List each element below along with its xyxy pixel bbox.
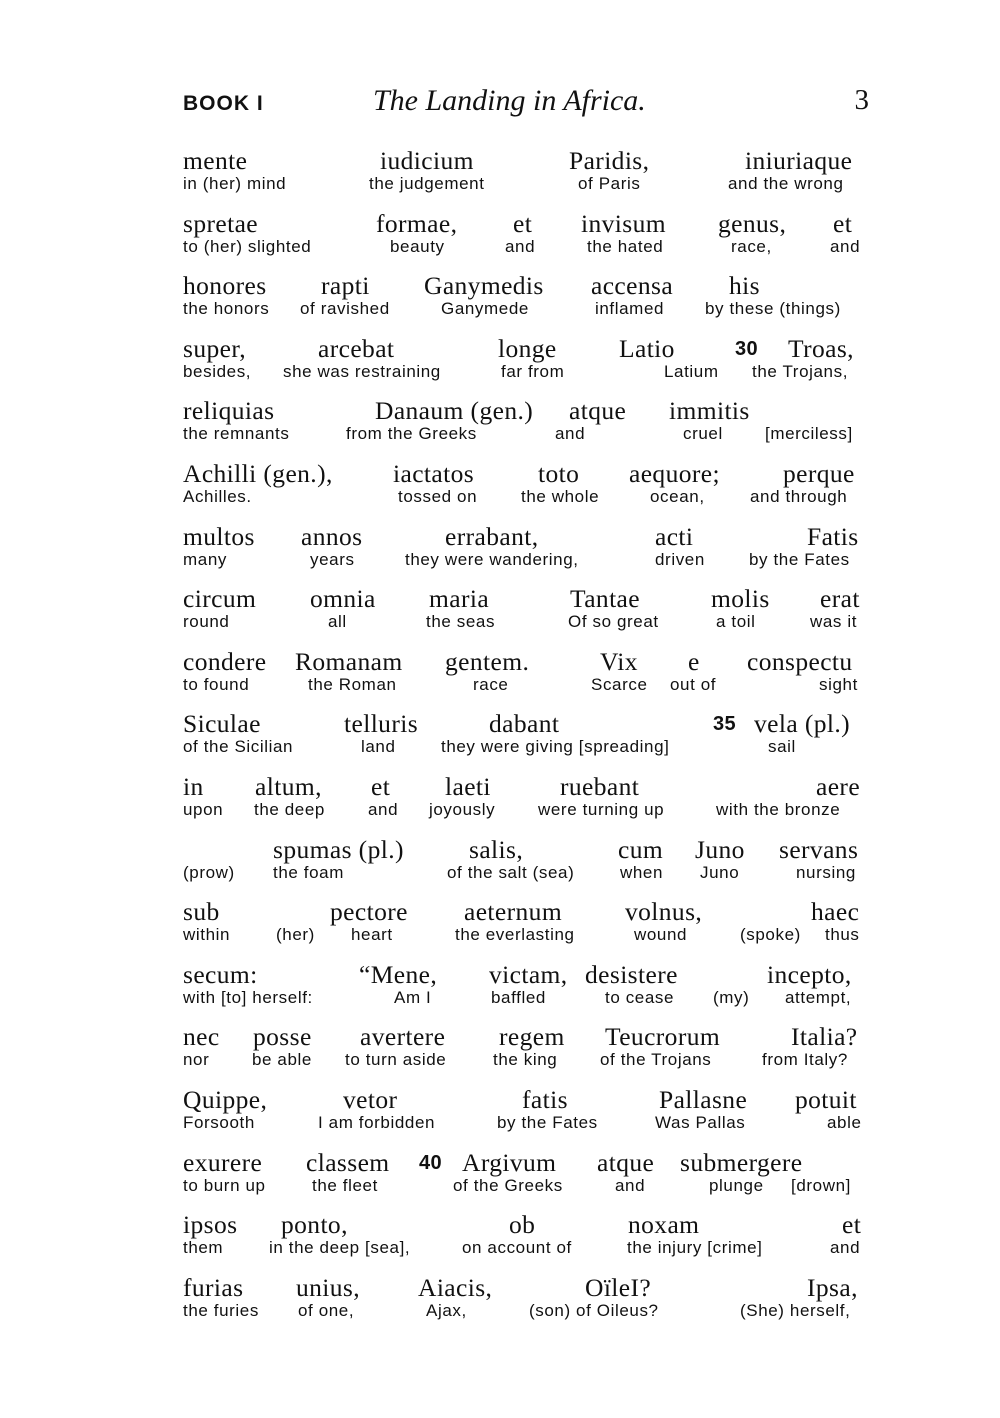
english-gloss: Latium <box>664 361 719 381</box>
english-gloss: Am I <box>394 987 432 1007</box>
latin-word: erat <box>820 584 860 614</box>
latin-line <box>183 897 869 927</box>
english-gloss-line <box>183 800 869 822</box>
english-gloss: able <box>827 1112 862 1132</box>
latin-word: et <box>842 1210 862 1240</box>
latin-word: furias <box>183 1272 244 1302</box>
english-gloss: to turn aside <box>345 1050 447 1070</box>
latin-word: Teucrorum <box>605 1022 721 1052</box>
interlinear-text <box>183 146 869 1335</box>
english-gloss: the remnants <box>183 424 290 444</box>
interlinear-line <box>183 1022 869 1085</box>
english-gloss: cruel <box>683 424 723 444</box>
english-gloss: and <box>830 236 861 256</box>
english-gloss: of the Sicilian <box>183 737 294 757</box>
latin-word: cum <box>618 834 664 864</box>
english-gloss: the everlasting <box>455 925 575 945</box>
english-gloss-line <box>183 174 869 196</box>
latin-word: fatis <box>522 1084 568 1114</box>
english-gloss-line <box>183 1238 869 1260</box>
latin-word: et <box>513 208 533 238</box>
page-number: 3 <box>854 84 869 116</box>
latin-word: noxam <box>628 1210 700 1240</box>
latin-word: super, <box>183 333 246 363</box>
latin-word: Argivum <box>462 1147 557 1177</box>
english-gloss: attempt, <box>785 987 852 1007</box>
english-gloss: when <box>620 862 664 882</box>
latin-line <box>183 522 869 552</box>
book-label: BOOK I <box>183 92 264 115</box>
english-gloss-line <box>183 863 869 885</box>
interlinear-line <box>183 897 869 960</box>
latin-word: formae, <box>376 208 458 238</box>
latin-word: spumas (pl.) <box>273 834 404 864</box>
english-gloss: she was restraining <box>283 361 441 381</box>
english-gloss: (her) <box>276 925 315 945</box>
english-gloss: from Italy? <box>762 1050 848 1070</box>
english-gloss: the Roman <box>308 674 397 694</box>
latin-word: honores <box>183 271 267 301</box>
latin-word: aequore; <box>629 458 720 488</box>
english-gloss: a toil <box>716 612 756 632</box>
latin-word: Italia? <box>791 1022 858 1052</box>
latin-word: circum <box>183 584 257 614</box>
english-gloss: (spoke) <box>740 925 801 945</box>
latin-line <box>183 709 869 739</box>
latin-word: perque <box>783 458 855 488</box>
latin-word: aeternum <box>464 897 563 927</box>
latin-word: “Mene, <box>359 959 438 989</box>
latin-word: atque <box>597 1147 655 1177</box>
english-gloss: (son) of Oileus? <box>529 1300 659 1320</box>
english-gloss-line <box>183 550 869 572</box>
latin-line <box>183 396 869 426</box>
english-gloss: (She) herself, <box>740 1300 851 1320</box>
interlinear-line <box>183 835 869 898</box>
latin-word: condere <box>183 646 267 676</box>
verse-line-number: 30 <box>735 337 759 360</box>
english-gloss: within <box>183 925 231 945</box>
english-gloss: to burn up <box>183 1175 266 1195</box>
latin-word: Aiacis, <box>418 1272 493 1302</box>
latin-word: nec <box>183 1022 220 1052</box>
latin-line <box>183 647 869 677</box>
english-gloss: [drown] <box>791 1175 851 1195</box>
english-gloss: Ganymede <box>441 299 529 319</box>
latin-word: Romanam <box>295 646 403 676</box>
latin-word: victam, <box>489 959 568 989</box>
latin-word: Latio <box>619 333 675 363</box>
english-gloss: Ajax, <box>426 1300 467 1320</box>
latin-word: errabant, <box>445 521 539 551</box>
english-gloss: by the Fates <box>497 1112 598 1132</box>
latin-line <box>183 1022 869 1052</box>
latin-word: immitis <box>669 396 750 426</box>
latin-line <box>183 1085 869 1115</box>
english-gloss: plunge <box>709 1175 764 1195</box>
english-gloss: driven <box>655 549 705 569</box>
latin-word: submergere <box>680 1147 803 1177</box>
english-gloss-line <box>183 487 869 509</box>
english-gloss-line <box>183 1176 869 1198</box>
english-gloss: heart <box>351 925 393 945</box>
interlinear-line <box>183 459 869 522</box>
english-gloss: (prow) <box>183 862 235 882</box>
latin-word: accensa <box>591 271 674 301</box>
latin-word: ipsos <box>183 1210 238 1240</box>
english-gloss: (my) <box>713 987 750 1007</box>
english-gloss: of the salt (sea) <box>447 862 575 882</box>
latin-word: laeti <box>445 771 491 801</box>
latin-word: haec <box>811 897 860 927</box>
english-gloss: was it <box>810 612 858 632</box>
english-gloss: beauty <box>390 236 445 256</box>
english-gloss: and <box>505 236 536 256</box>
english-gloss: round <box>183 612 230 632</box>
interlinear-line <box>183 647 869 710</box>
latin-word: incepto, <box>767 959 852 989</box>
english-gloss: were turning up <box>538 799 665 819</box>
latin-line <box>183 584 869 614</box>
english-gloss: tossed on <box>398 486 478 506</box>
latin-word: et <box>833 208 853 238</box>
latin-word: salis, <box>469 834 524 864</box>
english-gloss-line <box>183 424 869 446</box>
english-gloss: in (her) mind <box>183 174 287 193</box>
english-gloss: of Paris <box>578 174 641 193</box>
verse-line-number: 40 <box>419 1151 443 1174</box>
latin-word: ob <box>509 1210 536 1240</box>
book-page <box>183 84 869 1320</box>
english-gloss: out of <box>670 674 717 694</box>
interlinear-line <box>183 522 869 585</box>
english-gloss: from the Greeks <box>346 424 477 444</box>
latin-word: Danaum (gen.) <box>375 396 534 426</box>
english-gloss: Forsooth <box>183 1112 255 1132</box>
english-gloss: Juno <box>700 862 740 882</box>
english-gloss: Scarce <box>591 674 648 694</box>
latin-word: vetor <box>343 1084 398 1114</box>
interlinear-line <box>183 1148 869 1211</box>
latin-word: OïleI? <box>585 1272 652 1302</box>
latin-word: iudicium <box>380 146 474 175</box>
interlinear-line <box>183 271 869 334</box>
latin-word: maria <box>429 584 490 614</box>
latin-word: e <box>688 646 700 676</box>
page-header <box>183 84 869 124</box>
english-gloss: nor <box>183 1050 210 1070</box>
latin-line <box>183 835 869 865</box>
latin-word: toto <box>538 458 580 488</box>
english-gloss: the deep <box>254 799 325 819</box>
latin-word: et <box>371 771 391 801</box>
latin-word: exurere <box>183 1147 263 1177</box>
english-gloss: the Trojans, <box>752 361 849 381</box>
english-gloss: race, <box>731 236 772 256</box>
english-gloss: of the Greeks <box>453 1175 563 1195</box>
english-gloss: inflamed <box>595 299 665 319</box>
interlinear-line <box>183 709 869 772</box>
english-gloss-line <box>183 362 869 384</box>
english-gloss: I am forbidden <box>318 1112 436 1132</box>
latin-word: Troas, <box>788 333 854 363</box>
latin-word: avertere <box>360 1022 446 1052</box>
latin-word: unius, <box>296 1272 361 1302</box>
latin-word: secum: <box>183 959 258 989</box>
latin-word: pectore <box>330 897 408 927</box>
english-gloss: and <box>830 1238 861 1258</box>
latin-word: vela (pl.) <box>754 709 851 739</box>
latin-word: acti <box>655 521 694 551</box>
latin-word: his <box>729 271 760 301</box>
english-gloss-line <box>183 237 869 259</box>
english-gloss: the furies <box>183 1300 259 1320</box>
latin-line <box>183 209 869 239</box>
latin-word: Fatis <box>807 521 859 551</box>
english-gloss: thus <box>825 925 860 945</box>
latin-word: altum, <box>255 771 322 801</box>
latin-word: longe <box>498 333 557 363</box>
english-gloss: by these (things) <box>705 299 841 319</box>
english-gloss-line <box>183 1301 869 1323</box>
latin-word: iactatos <box>393 458 475 488</box>
latin-word: desistere <box>585 959 678 989</box>
english-gloss-line <box>183 925 869 947</box>
english-gloss: and <box>555 424 586 444</box>
latin-word: arcebat <box>318 333 395 363</box>
latin-line <box>183 334 869 364</box>
english-gloss: to cease <box>605 987 675 1007</box>
english-gloss: the foam <box>273 862 344 882</box>
latin-word: genus, <box>718 208 787 238</box>
english-gloss: they were giving [spreading] <box>441 737 670 757</box>
english-gloss-line <box>183 737 869 759</box>
latin-word: Quippe, <box>183 1084 268 1114</box>
english-gloss: the judgement <box>369 174 485 193</box>
english-gloss: nursing <box>796 862 856 882</box>
latin-word: invisum <box>581 208 666 238</box>
latin-line <box>183 772 869 802</box>
interlinear-line <box>183 209 869 272</box>
english-gloss: and the wrong <box>728 174 844 193</box>
english-gloss: years <box>310 549 355 569</box>
english-gloss: sight <box>819 674 858 694</box>
english-gloss-line <box>183 1113 869 1135</box>
latin-word: iniuriaque <box>745 146 853 175</box>
latin-word: omnia <box>310 584 376 614</box>
english-gloss: of the Trojans <box>600 1050 712 1070</box>
english-gloss: in the deep [sea], <box>269 1238 411 1258</box>
english-gloss: and through <box>750 486 848 506</box>
english-gloss-line <box>183 1050 869 1072</box>
english-gloss: the injury [crime] <box>627 1238 763 1258</box>
english-gloss: of ravished <box>300 299 390 319</box>
english-gloss: to (her) slighted <box>183 236 312 256</box>
latin-word: Siculae <box>183 709 261 739</box>
latin-word: multos <box>183 521 255 551</box>
latin-word: in <box>183 771 204 801</box>
latin-word: molis <box>711 584 770 614</box>
latin-word: gentem. <box>445 646 530 676</box>
latin-word: sub <box>183 897 220 927</box>
english-gloss: with the bronze <box>716 799 841 819</box>
latin-line <box>183 459 869 489</box>
english-gloss: the king <box>493 1050 558 1070</box>
english-gloss-line <box>183 612 869 634</box>
latin-word: Paridis, <box>569 146 650 175</box>
latin-word: dabant <box>489 709 560 739</box>
latin-word: Juno <box>695 834 745 864</box>
english-gloss: the hated <box>587 236 664 256</box>
english-gloss: and <box>368 799 399 819</box>
latin-word: regem <box>499 1022 565 1052</box>
latin-word: aere <box>816 771 861 801</box>
english-gloss: they were wandering, <box>405 549 579 569</box>
english-gloss: many <box>183 549 227 569</box>
latin-line <box>183 1273 869 1303</box>
english-gloss: Achilles. <box>183 486 252 506</box>
latin-word: Pallasne <box>659 1084 748 1114</box>
interlinear-line <box>183 334 869 397</box>
latin-word: atque <box>569 396 627 426</box>
english-gloss: ocean, <box>650 486 705 506</box>
english-gloss: be able <box>252 1050 312 1070</box>
latin-word: rapti <box>321 271 370 301</box>
latin-word: ponto, <box>281 1210 348 1240</box>
interlinear-line <box>183 146 869 209</box>
latin-word: annos <box>301 521 363 551</box>
latin-word: Ganymedis <box>424 271 544 301</box>
latin-line <box>183 1148 869 1178</box>
latin-word: conspectu <box>747 646 853 676</box>
page-title: The Landing in Africa. <box>373 84 646 117</box>
latin-word: spretae <box>183 208 259 238</box>
english-gloss: of one, <box>298 1300 355 1320</box>
latin-line <box>183 271 869 301</box>
english-gloss: joyously <box>429 799 496 819</box>
latin-word: potuit <box>795 1084 857 1114</box>
latin-word: reliquias <box>183 396 275 426</box>
latin-line <box>183 960 869 990</box>
latin-word: posse <box>253 1022 312 1052</box>
english-gloss: all <box>328 612 347 632</box>
english-gloss: on account of <box>462 1238 572 1258</box>
interlinear-line <box>183 1210 869 1273</box>
interlinear-line <box>183 960 869 1023</box>
english-gloss: to found <box>183 674 250 694</box>
latin-word: servans <box>779 834 859 864</box>
english-gloss: far from <box>501 361 565 381</box>
english-gloss: the whole <box>521 486 600 506</box>
latin-word: Tantae <box>570 584 640 614</box>
english-gloss: sail <box>768 737 796 757</box>
english-gloss-line <box>183 675 869 697</box>
english-gloss-line <box>183 299 869 321</box>
english-gloss: and <box>615 1175 646 1195</box>
latin-word: telluris <box>344 709 419 739</box>
english-gloss: besides, <box>183 361 252 381</box>
english-gloss: [merciless] <box>765 424 853 444</box>
latin-word: Vix <box>600 646 638 676</box>
latin-word: Ipsa, <box>807 1272 858 1302</box>
english-gloss: wound <box>634 925 688 945</box>
latin-line <box>183 146 869 176</box>
latin-line <box>183 1210 869 1240</box>
english-gloss: with [to] herself: <box>183 987 313 1007</box>
latin-word: Achilli (gen.), <box>183 458 333 488</box>
english-gloss: the fleet <box>312 1175 378 1195</box>
english-gloss: baffled <box>491 987 546 1007</box>
english-gloss: by the Fates <box>749 549 850 569</box>
english-gloss: the seas <box>426 612 496 632</box>
interlinear-line <box>183 1085 869 1148</box>
english-gloss-line <box>183 988 869 1010</box>
interlinear-line <box>183 584 869 647</box>
english-gloss: land <box>361 737 396 757</box>
english-gloss: the honors <box>183 299 270 319</box>
english-gloss: upon <box>183 799 224 819</box>
english-gloss: Was Pallas <box>655 1112 746 1132</box>
english-gloss: Of so great <box>568 612 659 632</box>
latin-word: ruebant <box>560 771 640 801</box>
verse-line-number: 35 <box>713 713 737 736</box>
english-gloss: race <box>473 674 509 694</box>
interlinear-line <box>183 772 869 835</box>
latin-word: classem <box>306 1147 390 1177</box>
interlinear-line <box>183 1273 869 1336</box>
latin-word: mente <box>183 146 248 175</box>
english-gloss: them <box>183 1238 224 1258</box>
interlinear-line <box>183 396 869 459</box>
latin-word: volnus, <box>625 897 703 927</box>
